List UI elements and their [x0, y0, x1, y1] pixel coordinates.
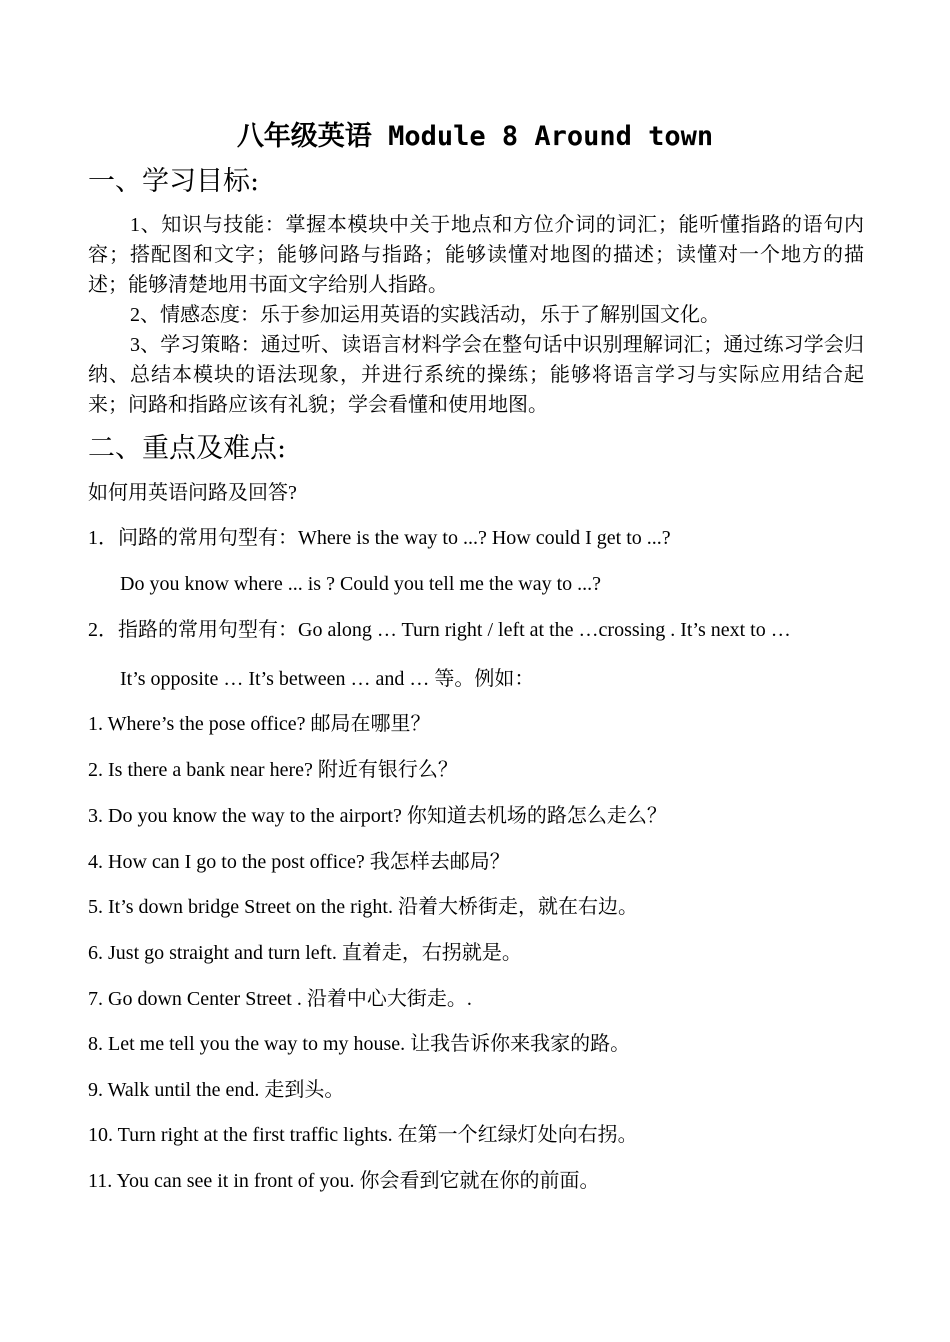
example-sentence: 7. Go down Center Street . 沿着中心大街走。. — [88, 988, 472, 1010]
objective-attitude: 2、情感态度：乐于参加运用英语的实践活动，乐于了解别国文化。 — [130, 304, 720, 326]
example-sentence: 10. Turn right at the first traffic lights. 在第一个红绿灯处向右拐。 — [88, 1124, 638, 1146]
asking-patterns-line-2: Do you know where ... is ? Could you tell me the way to ...? — [120, 573, 602, 595]
example-sentence: 9. Walk until the end. 走到头。 — [88, 1079, 345, 1101]
key-points-intro: 如何用英语问路及回答? — [88, 482, 297, 504]
example-sentence: 2. Is there a bank near here? 附近有银行么？ — [88, 759, 458, 781]
example-sentence: 11. You can see it in front of you. 你会看到它就在你的前面。 — [88, 1170, 600, 1192]
objective-strategy: 3、学习策略：通过听、读语言材料学会在整句话中识别理解词汇；通过练习学会归纳、总结本模块的语法现象，并进行系统的操练；能够将语言学习与实际应用结合起来；问路和指路应该有礼貌；学会看懂和使用地图。 — [88, 334, 864, 416]
directing-patterns-line-2: It’s opposite … It’s between … and … 等。例如： — [120, 668, 535, 690]
example-sentence: 8. Let me tell you the way to my house. 让我告诉你来我家的路。 — [88, 1033, 631, 1055]
example-sentence: 3. Do you know the way to the airport? 你知道去机场的路怎么走么？ — [88, 805, 667, 827]
example-sentence: 5. It’s down bridge Street on the right. 沿着大桥街走，就在右边。 — [88, 896, 638, 918]
directing-patterns-line-1: 2．指路的常用句型有：Go along … Turn right / left at the …crossing . It’s next to … — [88, 619, 791, 641]
asking-patterns-line-1: 1．问路的常用句型有：Where is the way to ...? How could I get to ...? — [88, 527, 671, 549]
page-title: 八年级英语 Module 8 Around town — [236, 121, 714, 152]
objective-knowledge-skills: 1、知识与技能：掌握本模块中关于地点和方位介词的词汇；能听懂指路的语句内容；搭配图和文字；能够问路与指路；能够读懂对地图的描述；读懂对一个地方的描述；能够清楚地用书面文字给别人指路。 — [88, 214, 864, 296]
section-heading-objectives: 一、学习目标: — [88, 166, 260, 197]
example-sentence: 6. Just go straight and turn left. 直着走，右拐就是。 — [88, 942, 522, 964]
section-heading-key-points: 二、重点及难点: — [88, 433, 287, 464]
example-sentence: 1. Where’s the pose office? 邮局在哪里？ — [88, 713, 431, 735]
example-sentence: 4. How can I go to the post office? 我怎样去邮局？ — [88, 851, 510, 873]
